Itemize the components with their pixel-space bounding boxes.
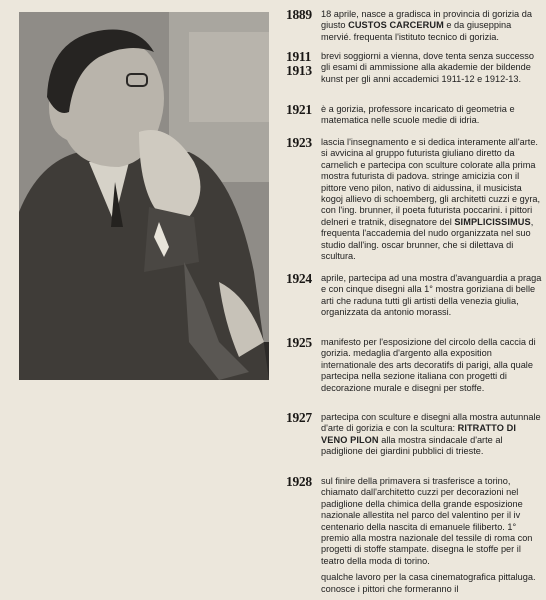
year-label: 1923: [286, 135, 312, 150]
entry-years: [286, 411, 320, 425]
entry-text-emphasis: RITRATTO DI VENO PILON: [321, 423, 517, 445]
portrait-photo: [19, 12, 269, 380]
entry-text: [321, 104, 543, 127]
entry-text-segment: partecipa con sculture e disegni alla mostra autunnale d'arte di gorizia e con la scultura:: [321, 412, 541, 434]
year-label: 1924: [286, 271, 312, 286]
entry-text-segment: e da giuseppina mervié. frequenta l'istituto tecnico di gorizia.: [321, 20, 512, 42]
entry-years: [286, 136, 320, 150]
entry-years: [286, 336, 320, 350]
entry-years: [286, 475, 320, 489]
entry-text: [321, 137, 543, 262]
entry-text-segment: è a gorizia, professore incaricato di geometria e matematica nelle scuole medie di idria.: [321, 104, 515, 126]
entry-text-segment: brevi soggiorni a vienna, dove tenta senza successo gli esami di ammissione alla akademie der bildende kunst per gli anni accademici 1911-12 e 1912-13.: [321, 51, 534, 84]
entry-text-continuation: qualche lavoro per la casa cinematografica pittaluga. conosce i pittori che formeranno il: [321, 572, 536, 594]
entry-text: [321, 273, 543, 319]
year-label: 1889: [286, 7, 312, 22]
year-label: 1927: [286, 410, 312, 425]
year-label: 1913: [286, 63, 312, 78]
entry-text-segment: 18 aprile, nasce a gradisca in provincia di gorizia da giusto: [321, 9, 532, 31]
entry-text: [321, 51, 543, 85]
year-label: 1928: [286, 474, 312, 489]
entry-text-segment: , frequenta l'accademia del nudo organizzata nel suo studio dall'ing. oscar brunner, che si dilettava di scultura.: [321, 216, 534, 262]
entry-text-segment: sul finire della primavera si trasferisce a torino, chiamato dall'architetto cuzzi per decorazioni nel padiglione della chimica della grande esposizione nazionale allestita nel parco del valentino per il iv centenario della nascita di emanuele filiberto. 1° premio alla mostra nazionale del tessile di roma con progetti di stoffe stampate. disegna le stoffe per il teatro della moda di torino.: [321, 476, 533, 566]
entry-text: [321, 412, 543, 458]
year-label: 1925: [286, 335, 312, 350]
entry-text-segment: alla mostra sindacale d'arte al padiglione dei giardini pubblici di trieste.: [321, 434, 503, 457]
year-label: 1921: [286, 102, 312, 117]
entry-text-segment: lascia l'insegnamento e si dedica interamente all'arte. si avvicina al gruppo futurista giuliano diretto da carnelich e partecipa con sculture colorate alla prima mostra futurista di padova. stringe amicizia con il pittore veno pilon, nativo di aidussina, il musicista kogoj allievo di schoemberg, gli architetti cuzzi e gyra, con l'ing. brunner, il poeta futurista poccarini. i pittori delneri e tratnik, disegnatore del: [321, 137, 541, 227]
entry-text: [321, 476, 543, 595]
entry-text: [321, 337, 543, 394]
entry-years: [286, 8, 320, 22]
entry-text-segment: manifesto per l'esposizione del circolo della caccia di gorizia. medaglia d'argento alla exposition internationale des arts decoratifs di parigi, alla quale partecipa nella sezione italiana con progetti di decorazione murale e disegni per stoffe.: [321, 337, 536, 393]
entry-years: [286, 272, 320, 286]
entry-years: [286, 103, 320, 117]
entry-text-emphasis: SIMPLICISSIMUS: [454, 216, 531, 227]
year-label: 1911: [286, 49, 312, 64]
entry-text: [321, 9, 543, 43]
entry-text-emphasis: CUSTOS CARCERUM: [348, 20, 444, 31]
entry-years: [286, 50, 320, 78]
entry-text-segment: aprile, partecipa ad una mostra d'avanguardia a praga e con cinque disegni alla 1° mostra goriziana di belle arti che raduna tutti gli artisti della venezia giulia, organizzata da antonio morassi.: [321, 273, 542, 318]
